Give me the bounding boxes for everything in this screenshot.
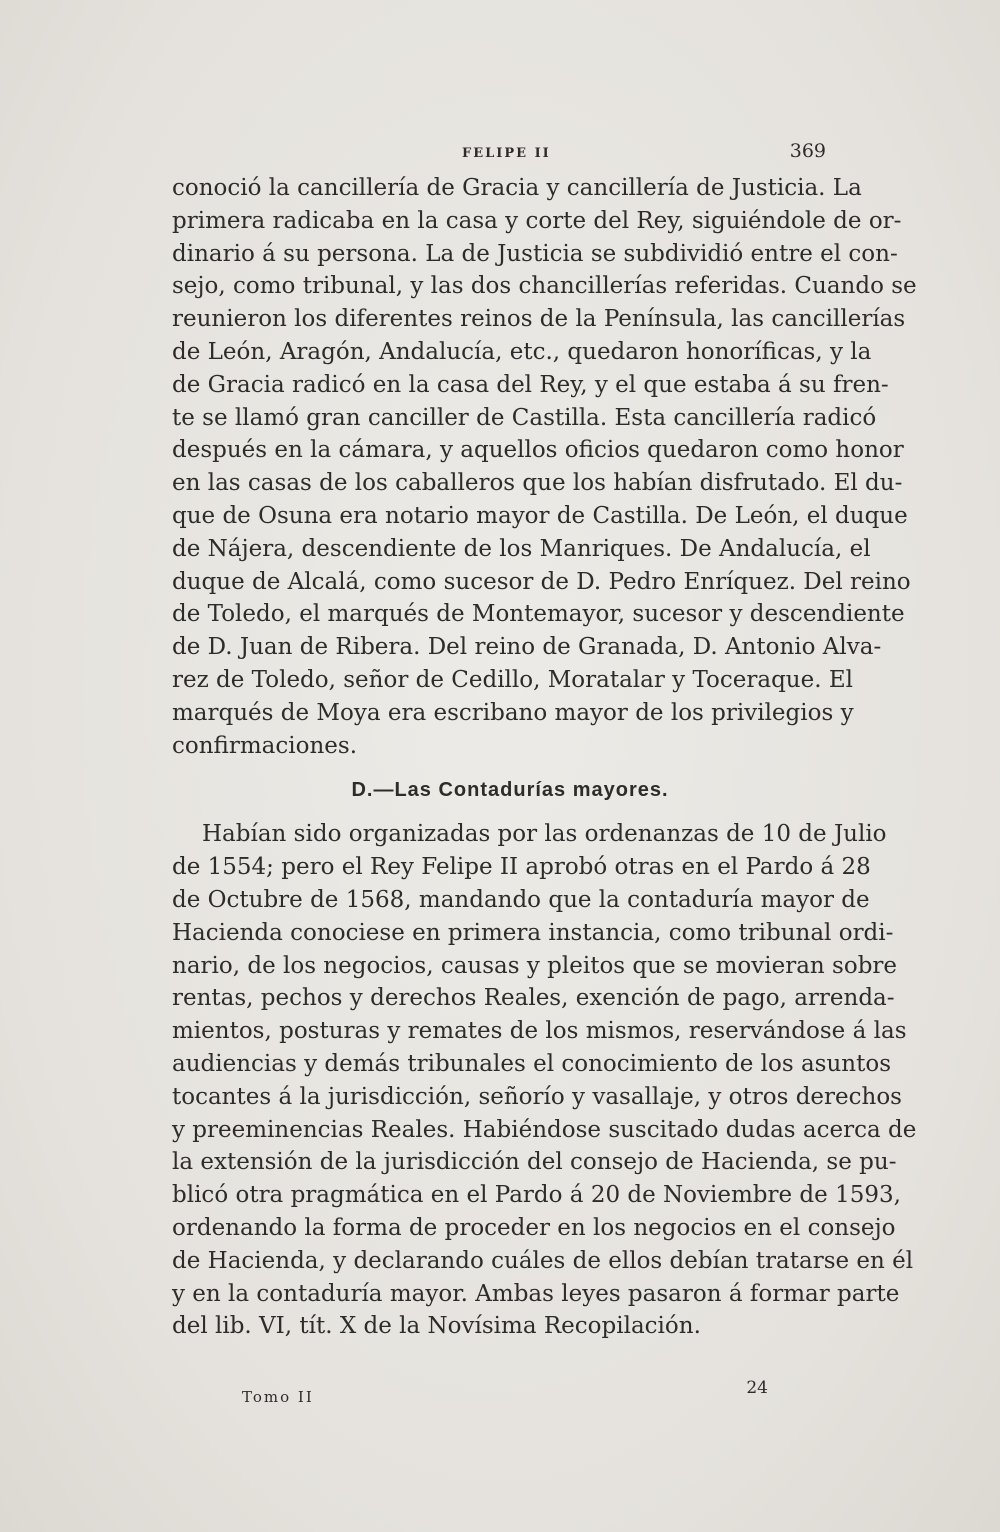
text-line: dinario á su persona. La de Justicia se subdividió entre el con-	[172, 240, 898, 267]
text-line: de Gracia radicó en la casa del Rey, y el que estaba á su fren-	[172, 371, 889, 398]
text-line: y en la contaduría mayor. Ambas leyes pasaron á formar parte	[172, 1280, 900, 1307]
section-heading: D.—Las Contadurías mayores.	[351, 779, 669, 802]
text-line: blicó otra pragmática en el Pardo á 20 de Noviembre de 1593,	[172, 1182, 901, 1209]
text-line: nario, de los negocios, causas y pleitos que se movieran sobre	[172, 952, 898, 979]
body-text	[172, 172, 917, 1343]
text-line: y preeminencias Reales. Habiéndose suscitado dudas acerca de	[172, 1116, 917, 1143]
volume-label: Tomo II	[242, 1388, 314, 1406]
text-line: primera radicaba en la casa y corte del Rey, siguiéndole de or-	[172, 207, 902, 234]
signature-mark: 24	[746, 1378, 768, 1398]
text-line: de Octubre de 1568, mandando que la contaduría mayor de	[172, 886, 870, 913]
text-line: mientos, posturas y remates de los mismos, reservándose á las	[172, 1018, 907, 1045]
text-line: audiencias y demás tribunales el conocimiento de los asuntos	[172, 1050, 891, 1077]
text-line: del lib. VI, tít. X de la Novísima Recopilación.	[172, 1313, 701, 1340]
running-title: FELIPE II	[462, 146, 551, 161]
text-line: rentas, pechos y derechos Reales, exención de pago, arrenda-	[172, 985, 895, 1012]
paragraph-contadurias	[172, 818, 917, 1343]
text-line: después en la cámara, y aquellos oficios quedaron como honor	[172, 437, 904, 464]
text-line: rez de Toledo, señor de Cedillo, Moratalar y Toceraque. El	[172, 666, 853, 693]
paragraph-cancillerias	[172, 172, 917, 762]
text-line: Hacienda conociese en primera instancia, como tribunal ordi-	[172, 919, 894, 946]
text-line: la extensión de la jurisdicción del consejo de Hacienda, se pu-	[172, 1149, 897, 1176]
text-line: confirmaciones.	[172, 732, 358, 759]
text-line: reunieron los diferentes reinos de la Península, las cancillerías	[172, 306, 906, 333]
text-line: duque de Alcalá, como sucesor de D. Pedro Enríquez. Del reino	[172, 568, 911, 595]
text-line: de Toledo, el marqués de Montemayor, sucesor y descendiente	[172, 601, 905, 628]
text-line: en las casas de los caballeros que los habían disfrutado. El du-	[172, 470, 903, 497]
text-line: de León, Aragón, Andalucía, etc., quedaron honoríficas, y la	[172, 338, 872, 365]
text-line: de Nájera, descendiente de los Manriques. De Andalucía, el	[172, 535, 871, 562]
page-footer	[172, 1378, 848, 1418]
page-number: 369	[789, 140, 826, 162]
running-header	[172, 140, 848, 170]
text-line: tocantes á la jurisdicción, señorío y vasallaje, y otros derechos	[172, 1083, 902, 1110]
text-line: de Hacienda, y declarando cuáles de ellos debían tratarse en él	[172, 1247, 914, 1274]
text-line: que de Osuna era notario mayor de Castilla. De León, el duque	[172, 502, 908, 529]
text-line: sejo, como tribunal, y las dos chancillerías referidas. Cuando se	[172, 273, 917, 300]
text-line: conoció la cancillería de Gracia y cancillería de Justicia. La	[172, 175, 862, 201]
text-line: de 1554; pero el Rey Felipe II aprobó otras en el Pardo á 28	[172, 854, 871, 881]
text-line: te se llamó gran canciller de Castilla. Esta cancillería radicó	[172, 404, 877, 431]
text-line: de D. Juan de Ribera. Del reino de Granada, D. Antonio Alva-	[172, 634, 882, 661]
text-line: marqués de Moya era escribano mayor de los privilegios y	[172, 699, 854, 726]
text-line: ordenando la forma de proceder en los negocios en el consejo	[172, 1214, 896, 1241]
text-line: Habían sido organizadas por las ordenanzas de 10 de Julio	[202, 821, 887, 848]
